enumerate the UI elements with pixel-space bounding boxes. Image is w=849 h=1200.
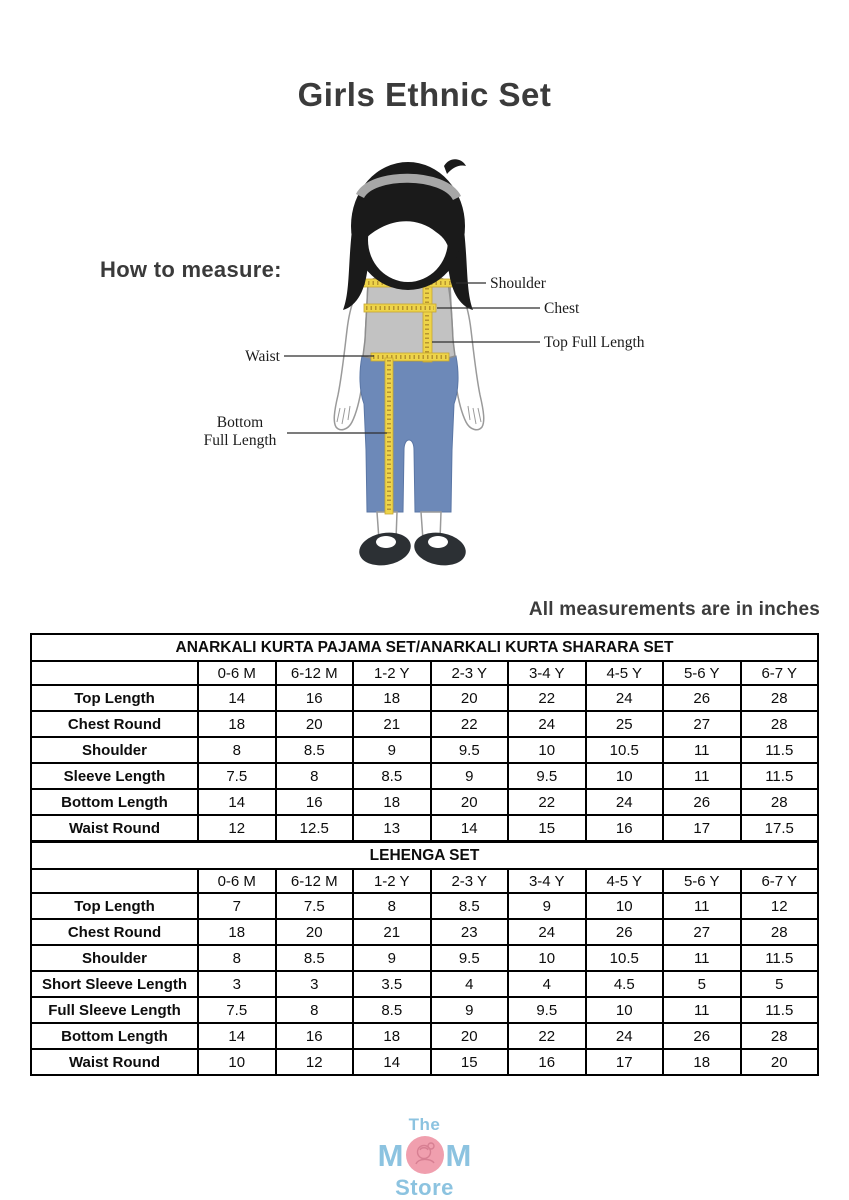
measurement-row [31, 711, 818, 737]
table-title: ANARKALI KURTA PAJAMA SET/ANARKALI KURTA SHARARA SET [31, 634, 818, 661]
measurement-value: 14 [198, 685, 276, 711]
measurement-value: 4.5 [586, 971, 664, 997]
measurement-value: 27 [663, 919, 741, 945]
measurement-value: 24 [508, 711, 586, 737]
size-column-header: 6-12 M [276, 869, 354, 893]
size-column-header: 4-5 Y [586, 661, 664, 685]
measurement-value: 20 [431, 789, 509, 815]
measurement-value: 3 [276, 971, 354, 997]
measurement-value: 17 [586, 1049, 664, 1075]
corner-cell [31, 661, 198, 685]
table-title: LEHENGA SET [31, 842, 818, 869]
measurement-value: 9 [508, 893, 586, 919]
measurement-value: 16 [586, 815, 664, 841]
measurement-value: 18 [353, 1023, 431, 1049]
measurement-value: 7 [198, 893, 276, 919]
units-note: All measurements are in inches [528, 599, 820, 620]
measurement-value: 10.5 [586, 945, 664, 971]
measurement-value: 11.5 [741, 997, 819, 1023]
logo-text-store: Store [395, 1175, 454, 1200]
measurement-value: 24 [586, 789, 664, 815]
measurement-value: 8 [198, 945, 276, 971]
measurement-value: 24 [508, 919, 586, 945]
size-column-header: 5-6 Y [663, 869, 741, 893]
page-title: Girls Ethnic Set [297, 76, 552, 113]
measurement-value: 10.5 [586, 737, 664, 763]
measurement-value: 20 [741, 1049, 819, 1075]
table-title-row [31, 842, 818, 869]
measurement-value: 7.5 [198, 763, 276, 789]
measurement-label: Bottom Length [31, 789, 198, 815]
measurement-label: Short Sleeve Length [31, 971, 198, 997]
measurement-value: 26 [586, 919, 664, 945]
measurement-value: 9 [353, 945, 431, 971]
measurement-label: Top Length [31, 685, 198, 711]
measurement-row [31, 997, 818, 1023]
measurement-label: Full Sleeve Length [31, 997, 198, 1023]
measurement-figure-illustration [0, 150, 849, 595]
measurement-value: 8.5 [276, 737, 354, 763]
measurement-value: 7.5 [276, 893, 354, 919]
girl-shoes [357, 529, 469, 570]
measurement-value: 17.5 [741, 815, 819, 841]
measurement-row [31, 919, 818, 945]
measurement-value: 9.5 [508, 763, 586, 789]
measurement-value: 5 [663, 971, 741, 997]
measurement-value: 4 [431, 971, 509, 997]
measurement-value: 28 [741, 789, 819, 815]
measurement-value: 15 [431, 1049, 509, 1075]
measurement-value: 11 [663, 737, 741, 763]
logo-letter-m-left: M [377, 1137, 404, 1173]
measurement-value: 26 [663, 1023, 741, 1049]
measurement-label: Shoulder [31, 737, 198, 763]
measurement-value: 28 [741, 1023, 819, 1049]
measurement-row [31, 685, 818, 711]
size-column-header: 1-2 Y [353, 869, 431, 893]
logo-mom-o-icon [405, 1135, 445, 1175]
measurement-value: 3.5 [353, 971, 431, 997]
measurement-row [31, 945, 818, 971]
measurement-value: 15 [508, 815, 586, 841]
measurement-value: 9 [431, 763, 509, 789]
measurement-row [31, 815, 818, 841]
label-waist: Waist [245, 348, 280, 365]
label-bottom-full-length-line1: Bottom [216, 414, 264, 431]
measurement-value: 22 [508, 1023, 586, 1049]
measurement-value: 8 [353, 893, 431, 919]
measurement-value: 10 [586, 763, 664, 789]
measurement-value: 7.5 [198, 997, 276, 1023]
measurement-value: 5 [741, 971, 819, 997]
logo-letter-m-right: M [445, 1137, 472, 1173]
measurement-value: 13 [353, 815, 431, 841]
size-column-header: 4-5 Y [586, 869, 664, 893]
size-header-row [31, 661, 818, 685]
measurement-value: 8 [198, 737, 276, 763]
corner-cell [31, 869, 198, 893]
measurement-value: 16 [276, 685, 354, 711]
measurement-value: 22 [508, 789, 586, 815]
measurement-value: 9.5 [431, 945, 509, 971]
size-column-header: 3-4 Y [508, 869, 586, 893]
girl-head [343, 159, 473, 310]
measurement-value: 12 [741, 893, 819, 919]
measurement-value: 24 [586, 1023, 664, 1049]
measurement-value: 3 [198, 971, 276, 997]
size-column-header: 5-6 Y [663, 661, 741, 685]
measurement-value: 18 [198, 919, 276, 945]
measurement-value: 11.5 [741, 737, 819, 763]
measurement-value: 16 [276, 1023, 354, 1049]
measurement-value: 20 [431, 685, 509, 711]
size-header-row [31, 869, 818, 893]
measurement-value: 14 [431, 815, 509, 841]
measurement-value: 11 [663, 763, 741, 789]
label-bottom-full-length-line2: Full Length [203, 432, 277, 449]
measurement-value: 10 [198, 1049, 276, 1075]
measurement-value: 18 [198, 711, 276, 737]
measurement-label: Waist Round [31, 1049, 198, 1075]
measurement-value: 20 [431, 1023, 509, 1049]
size-column-header: 3-4 Y [508, 661, 586, 685]
measurement-row [31, 971, 818, 997]
size-column-header: 2-3 Y [431, 869, 509, 893]
measurement-label: Waist Round [31, 815, 198, 841]
measurement-value: 26 [663, 789, 741, 815]
table-title-row [31, 634, 818, 661]
measurement-value: 11.5 [741, 945, 819, 971]
measurement-value: 17 [663, 815, 741, 841]
size-column-header: 0-6 M [198, 661, 276, 685]
measurement-value: 28 [741, 919, 819, 945]
size-column-header: 2-3 Y [431, 661, 509, 685]
measurement-value: 12 [198, 815, 276, 841]
measurement-value: 18 [353, 685, 431, 711]
size-column-header: 6-12 M [276, 661, 354, 685]
measurement-label: Bottom Length [31, 1023, 198, 1049]
measurement-row [31, 1023, 818, 1049]
measurement-value: 10 [586, 893, 664, 919]
measurement-value: 20 [276, 711, 354, 737]
label-top-full-length: Top Full Length [544, 334, 645, 351]
measurement-row [31, 737, 818, 763]
measurement-value: 11.5 [741, 763, 819, 789]
measurement-value: 16 [508, 1049, 586, 1075]
measurement-value: 8 [276, 763, 354, 789]
measurement-row [31, 1049, 818, 1075]
measurement-value: 11 [663, 997, 741, 1023]
measurement-value: 14 [353, 1049, 431, 1075]
measurement-value: 8.5 [276, 945, 354, 971]
measurement-value: 11 [663, 945, 741, 971]
measurement-row [31, 789, 818, 815]
measurement-label: Sleeve Length [31, 763, 198, 789]
logo-text-the: The [408, 1115, 441, 1134]
size-column-header: 1-2 Y [353, 661, 431, 685]
measurement-value: 4 [508, 971, 586, 997]
measurement-label: Chest Round [31, 711, 198, 737]
measurement-value: 22 [431, 711, 509, 737]
measurement-value: 25 [586, 711, 664, 737]
size-column-header: 6-7 Y [741, 661, 819, 685]
size-column-header: 0-6 M [198, 869, 276, 893]
girl-pants [360, 356, 458, 512]
measurement-value: 26 [663, 685, 741, 711]
measurement-value: 24 [586, 685, 664, 711]
measurement-value: 10 [508, 945, 586, 971]
measurement-value: 8.5 [431, 893, 509, 919]
measurement-value: 16 [276, 789, 354, 815]
measurement-value: 21 [353, 919, 431, 945]
measurement-value: 9 [353, 737, 431, 763]
measurement-value: 14 [198, 789, 276, 815]
measurement-value: 8 [276, 997, 354, 1023]
measurement-value: 8.5 [353, 763, 431, 789]
measurement-value: 9.5 [508, 997, 586, 1023]
brand-logo [0, 1116, 849, 1199]
logo-text-mom [0, 1135, 849, 1175]
measurement-value: 28 [741, 711, 819, 737]
measurement-value: 10 [586, 997, 664, 1023]
measurement-value: 23 [431, 919, 509, 945]
measurement-value: 27 [663, 711, 741, 737]
measurement-value: 8.5 [353, 997, 431, 1023]
measurement-row [31, 893, 818, 919]
measurement-value: 12 [276, 1049, 354, 1075]
measurement-value: 22 [508, 685, 586, 711]
measurement-label: Top Length [31, 893, 198, 919]
measurement-value: 20 [276, 919, 354, 945]
measurement-label: Chest Round [31, 919, 198, 945]
measurement-label: Shoulder [31, 945, 198, 971]
label-chest: Chest [544, 300, 580, 317]
label-shoulder: Shoulder [490, 275, 546, 292]
measurement-value: 12.5 [276, 815, 354, 841]
measurement-value: 9 [431, 997, 509, 1023]
measurement-value: 18 [663, 1049, 741, 1075]
anarkali-size-table [30, 633, 819, 842]
measurement-value: 28 [741, 685, 819, 711]
measurement-value: 9.5 [431, 737, 509, 763]
measurement-value: 11 [663, 893, 741, 919]
lehenga-size-table [30, 841, 819, 1076]
how-to-measure-heading: How to measure: [100, 257, 282, 282]
measurement-value: 10 [508, 737, 586, 763]
measurement-row [31, 763, 818, 789]
measurement-value: 18 [353, 789, 431, 815]
measurement-value: 21 [353, 711, 431, 737]
measurement-value: 14 [198, 1023, 276, 1049]
size-column-header: 6-7 Y [741, 869, 819, 893]
